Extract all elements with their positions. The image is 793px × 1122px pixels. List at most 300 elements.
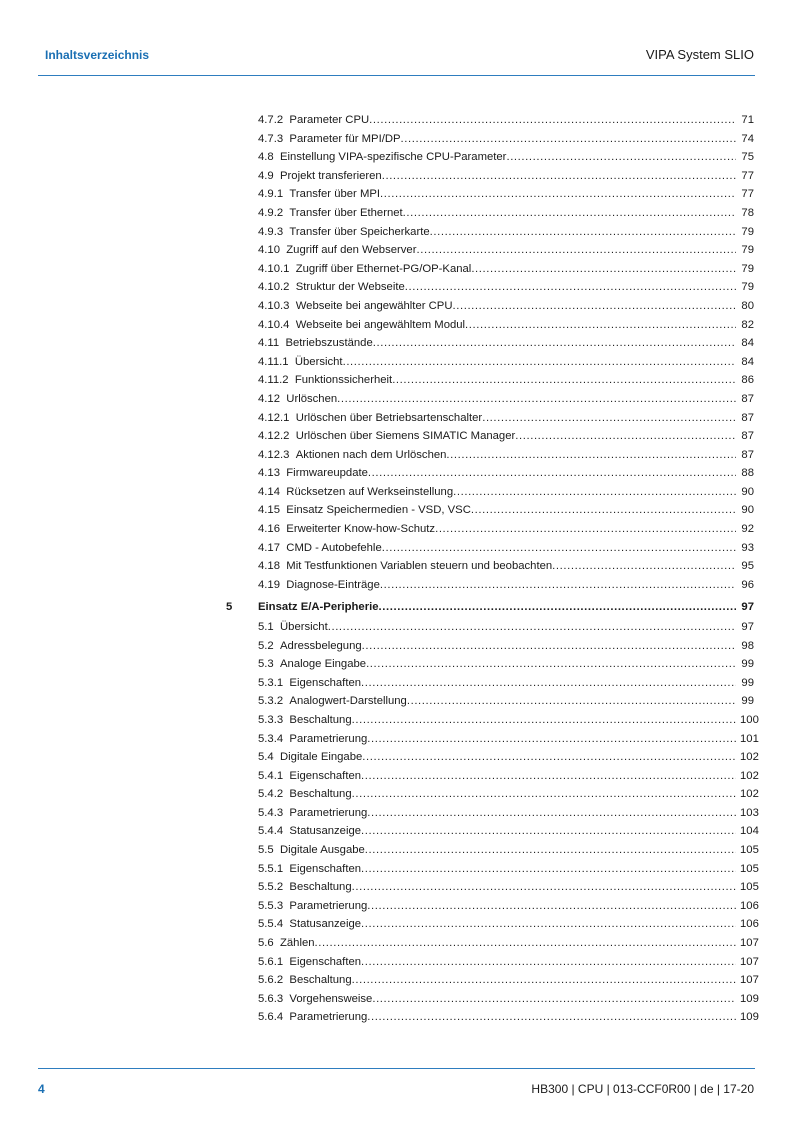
toc-entry-page: 71 xyxy=(741,114,754,126)
toc-entry-label xyxy=(258,804,367,823)
toc-entry-label xyxy=(258,655,366,674)
toc-entry-title: Mit Testfunktionen Variablen steuern und beobachten xyxy=(286,560,553,573)
toc-entry[interactable] xyxy=(258,915,759,934)
toc-entry-page: 79 xyxy=(741,225,754,238)
toc-entry-number: 4.19 xyxy=(258,578,280,591)
running-header-product: VIPA System SLIO xyxy=(645,47,754,62)
dot-leader xyxy=(446,446,736,465)
toc-entry[interactable] xyxy=(258,167,754,186)
toc-entry-title: Digitale Ausgabe xyxy=(280,844,365,857)
dot-leader xyxy=(315,934,736,953)
toc-entry[interactable] xyxy=(258,637,754,656)
toc-entry-number: 5.5.2 xyxy=(258,881,284,894)
toc-entry-title: Einsatz E/A-Peripherie xyxy=(258,601,379,614)
toc-entry-label xyxy=(258,501,471,520)
toc-entry-page: 107 xyxy=(740,937,759,950)
toc-entry[interactable] xyxy=(258,539,754,558)
toc-entry-page: 102 xyxy=(740,788,759,801)
toc-entry-page: 98 xyxy=(741,639,754,652)
toc-entry-page: 97 xyxy=(741,620,754,633)
toc-entry-label xyxy=(258,953,361,972)
toc-entry-title: Urlöschen über Siemens SIMATIC Manager xyxy=(295,430,516,443)
dot-leader xyxy=(337,390,736,409)
toc-entry-label xyxy=(258,260,471,279)
toc-entry-number: 5.3.1 xyxy=(258,676,284,689)
toc-entry-label xyxy=(258,598,379,618)
toc-entry-label xyxy=(258,241,416,260)
toc-entry[interactable] xyxy=(258,618,754,637)
toc-entry-page: 102 xyxy=(740,751,759,764)
toc-entry-number: 4.10.1 xyxy=(258,262,290,275)
toc-entry-label xyxy=(258,897,367,916)
toc-entry-label xyxy=(258,353,343,372)
toc-entry-number: 4.11.2 xyxy=(258,374,289,387)
dot-leader xyxy=(328,618,736,637)
toc-entry-page: 104 xyxy=(740,825,759,838)
toc-chapter-entry[interactable] xyxy=(226,598,754,618)
toc-entry[interactable] xyxy=(258,730,759,749)
toc-entry-title: Erweiterter Know-how-Schutz xyxy=(286,523,436,536)
toc-entry-title: Übersicht xyxy=(280,620,328,633)
toc-entry-title: Beschaltung xyxy=(289,788,352,801)
toc-entry-number: 4.10.4 xyxy=(258,318,290,331)
dot-leader xyxy=(352,878,736,897)
toc-entry-number: 5.5.3 xyxy=(258,899,284,912)
toc-entry-label xyxy=(258,167,382,186)
toc-entry-page: 90 xyxy=(741,504,754,517)
toc-entry-label xyxy=(258,860,361,879)
toc-entry-label xyxy=(258,111,369,130)
toc-entry[interactable] xyxy=(258,971,759,990)
toc-entry-title: Beschaltung xyxy=(289,713,352,726)
toc-entry-page: 109 xyxy=(740,992,759,1005)
toc-entry-label xyxy=(258,618,328,637)
toc-entry-title: Zählen xyxy=(280,937,315,950)
toc-entry-title: Übersicht xyxy=(294,355,343,368)
toc-entry-number: 5.5.4 xyxy=(258,918,284,931)
dot-leader xyxy=(403,204,736,223)
toc-entry-number: 5.4.3 xyxy=(258,806,284,819)
toc-entry-number: 4.9.1 xyxy=(258,188,284,201)
toc-entry-label xyxy=(258,427,515,446)
dot-leader xyxy=(361,860,736,879)
toc-entry-number: 4.8 xyxy=(258,151,274,164)
toc-entry-title: Einsatz Speichermedien - VSD, VSC xyxy=(286,504,471,517)
dot-leader xyxy=(392,371,736,390)
toc-entry-page: 82 xyxy=(741,318,754,331)
dot-leader xyxy=(471,501,736,520)
toc-entry-page: 95 xyxy=(741,560,754,573)
toc-entry-title: Transfer über MPI xyxy=(289,188,381,201)
toc-entry-page: 80 xyxy=(741,299,754,312)
toc-entry-label xyxy=(258,822,361,841)
toc-entry-number: 5.4.1 xyxy=(258,769,284,782)
toc-entry-page: 77 xyxy=(741,188,754,201)
toc-entry-number: 5.3.3 xyxy=(258,713,284,726)
toc-entry-label xyxy=(258,990,372,1009)
dot-leader xyxy=(372,990,736,1009)
toc-entry-number: 4.12 xyxy=(258,392,280,405)
dot-leader xyxy=(362,637,736,656)
toc-entry-page: 105 xyxy=(740,862,759,875)
toc-entry[interactable] xyxy=(258,520,754,539)
toc-entry-title: CMD - Autobefehle xyxy=(286,541,382,554)
dot-leader xyxy=(373,334,736,353)
toc-entry[interactable] xyxy=(258,204,754,223)
toc-entry-number: 4.9 xyxy=(258,169,274,182)
header-divider xyxy=(38,75,755,76)
dot-leader xyxy=(366,655,736,674)
toc-entry-label xyxy=(258,539,382,558)
dot-leader xyxy=(361,674,736,693)
dot-leader xyxy=(352,971,736,990)
toc-entry-label xyxy=(258,637,362,656)
toc-entry-number: 5.6.1 xyxy=(258,955,284,968)
dot-leader xyxy=(361,767,736,786)
toc-entry-page: 87 xyxy=(741,430,754,443)
toc-entry-page: 105 xyxy=(740,881,759,894)
toc-entry-title: Analogwert-Darstellung xyxy=(289,695,407,708)
toc-entry-label xyxy=(258,371,392,390)
dot-leader xyxy=(362,748,736,767)
dot-leader xyxy=(367,897,736,916)
toc-entry-title: Funktionssicherheit xyxy=(294,374,393,387)
toc-entry-title: Parameter für MPI/DP xyxy=(289,132,401,145)
toc-entry-number: 5.6 xyxy=(258,937,274,950)
toc-entry[interactable] xyxy=(258,897,759,916)
dot-leader xyxy=(407,692,736,711)
toc-entry[interactable] xyxy=(258,334,754,353)
dot-leader xyxy=(343,353,736,372)
dot-leader xyxy=(352,711,736,730)
toc-entry-page: 79 xyxy=(741,262,754,275)
toc-entry[interactable] xyxy=(258,148,754,167)
dot-leader xyxy=(380,576,736,595)
toc-entry-page: 109 xyxy=(740,1011,759,1024)
dot-leader xyxy=(368,464,736,483)
toc-entry-page: 74 xyxy=(741,132,754,145)
toc-entry-number: 4.18 xyxy=(258,560,280,573)
dot-leader xyxy=(401,130,736,149)
dot-leader xyxy=(435,520,736,539)
dot-leader xyxy=(367,804,736,823)
toc-entry-page: 90 xyxy=(741,485,754,498)
toc-entry-label xyxy=(258,730,367,749)
toc-entry-number: 4.9.2 xyxy=(258,206,284,219)
toc-entry-number: 5.3.2 xyxy=(258,695,284,708)
toc-entry-number: 4.16 xyxy=(258,523,280,536)
toc-entry[interactable] xyxy=(258,278,754,297)
dot-leader xyxy=(482,409,736,428)
toc-entry-number: 4.14 xyxy=(258,485,280,498)
toc-entry-number: 4.10 xyxy=(258,244,280,257)
toc-entry-number: 4.13 xyxy=(258,467,280,480)
toc-entry-number: 4.11 xyxy=(258,337,280,350)
dot-leader xyxy=(379,598,736,618)
toc-entry-number: 4.11.1 xyxy=(258,355,289,368)
dot-leader xyxy=(405,278,736,297)
dot-leader xyxy=(453,483,736,502)
toc-entry-title: Eigenschaften xyxy=(289,676,362,689)
toc-entry[interactable] xyxy=(258,576,754,595)
toc-entry-title: Urlöschen xyxy=(286,392,338,405)
dot-leader xyxy=(369,111,736,130)
toc-entry[interactable] xyxy=(258,878,759,897)
dot-leader xyxy=(452,297,736,316)
toc-entry-number: 5.4.4 xyxy=(258,825,284,838)
toc-entry-title: Eigenschaften xyxy=(289,769,362,782)
toc-entry-title: Rücksetzen auf Werkseinstellung xyxy=(286,485,454,498)
toc-entry-page: 78 xyxy=(741,206,754,219)
dot-leader xyxy=(416,241,736,260)
toc-entry-title: Vorgehensweise xyxy=(289,992,373,1005)
toc-entry-title: Projekt transferieren xyxy=(280,169,382,182)
toc-entry-title: Parametrierung xyxy=(289,806,368,819)
dot-leader xyxy=(382,539,736,558)
toc-entry-title: Aktionen nach dem Urlöschen xyxy=(295,448,447,461)
toc-entry-page: 87 xyxy=(741,411,754,424)
toc-entry-number: 5.4.2 xyxy=(258,788,284,801)
toc-entry-number: 5.4 xyxy=(258,751,274,764)
toc-entry-page: 79 xyxy=(741,281,754,294)
toc-entry-page: 102 xyxy=(740,769,759,782)
toc-entry[interactable] xyxy=(258,692,754,711)
toc-entry-number: 4.15 xyxy=(258,504,280,517)
toc-entry-label xyxy=(258,971,352,990)
toc-entry-number: 4.12.2 xyxy=(258,430,290,443)
toc-entry-page: 103 xyxy=(740,806,759,819)
toc-entry-page: 88 xyxy=(741,467,754,480)
toc-entry-title: Eigenschaften xyxy=(289,955,362,968)
toc-entry[interactable] xyxy=(258,804,759,823)
toc-entry-number: 4.10.3 xyxy=(258,299,290,312)
toc-entry-label xyxy=(258,520,435,539)
toc-entry-number: 4.9.3 xyxy=(258,225,284,238)
toc-entry-label xyxy=(258,204,403,223)
toc-entry-page: 75 xyxy=(741,151,754,164)
toc-entry-label xyxy=(258,483,453,502)
toc-entry[interactable] xyxy=(258,822,759,841)
toc-entry[interactable] xyxy=(258,501,754,520)
toc-entry[interactable] xyxy=(258,427,754,446)
dot-leader xyxy=(365,841,736,860)
toc-entry-title: Parametrierung xyxy=(289,899,368,912)
toc-entry-label xyxy=(258,711,352,730)
toc-entry-number: 5.2 xyxy=(258,639,274,652)
toc-chapter-number: 5 xyxy=(226,601,233,614)
toc-entry-title: Betriebszustände xyxy=(285,337,373,350)
dot-leader xyxy=(361,822,736,841)
document-reference: HB300 | CPU | 013-CCF0R00 | de | 17-20 xyxy=(531,1082,754,1096)
toc-entry[interactable] xyxy=(258,316,754,335)
toc-entry-label xyxy=(258,1008,367,1027)
toc-entry-title: Webseite bei angewähltem Modul xyxy=(295,318,466,331)
toc-entry-title: Urlöschen über Betriebsartenschalter xyxy=(295,411,483,424)
toc-entry-page: 79 xyxy=(741,244,754,257)
toc-entry[interactable] xyxy=(258,241,754,260)
toc-entry-title: Diagnose-Einträge xyxy=(286,578,380,591)
toc-entry-title: Statusanzeige xyxy=(289,918,362,931)
toc-entry[interactable] xyxy=(258,371,754,390)
dot-leader xyxy=(367,730,736,749)
toc-entry-page: 99 xyxy=(741,695,754,708)
toc-entry-label xyxy=(258,297,452,316)
dot-leader xyxy=(471,260,736,279)
running-header-section: Inhaltsverzeichnis xyxy=(45,48,150,62)
toc-entry-label xyxy=(258,841,365,860)
toc-entry-title: Transfer über Speicherkarte xyxy=(289,225,430,238)
table-of-contents xyxy=(0,111,793,1027)
toc-entry-label xyxy=(258,278,405,297)
toc-entry-number: 5.6.2 xyxy=(258,974,284,987)
toc-entry-title: Digitale Eingabe xyxy=(280,751,363,764)
toc-entry[interactable] xyxy=(258,767,759,786)
toc-entry-number: 5.3.4 xyxy=(258,732,284,745)
toc-entry-title: Struktur der Webseite xyxy=(295,281,405,294)
toc-entry[interactable] xyxy=(258,483,754,502)
toc-entry[interactable] xyxy=(258,953,759,972)
toc-entry-title: Analoge Eingabe xyxy=(280,658,367,671)
toc-entry-title: Beschaltung xyxy=(289,881,352,894)
dot-leader xyxy=(382,167,736,186)
toc-entry-title: Parametrierung xyxy=(289,1011,368,1024)
toc-entry-page: 106 xyxy=(740,918,759,931)
toc-entry-title: Eigenschaften xyxy=(289,862,362,875)
toc-entry-page: 99 xyxy=(741,676,754,689)
toc-entry-page: 84 xyxy=(741,355,754,368)
toc-entry-title: Transfer über Ethernet xyxy=(289,206,403,219)
toc-entry-page: 92 xyxy=(741,523,754,536)
toc-entry-number: 5.6.4 xyxy=(258,1011,284,1024)
toc-entry-label xyxy=(258,316,465,335)
toc-entry[interactable] xyxy=(258,185,754,204)
dot-leader xyxy=(515,427,736,446)
toc-entry[interactable] xyxy=(258,130,754,149)
toc-entry[interactable] xyxy=(258,446,754,465)
toc-entry-page: 87 xyxy=(741,448,754,461)
toc-entry-number: 4.7.2 xyxy=(258,114,284,126)
toc-entry-label xyxy=(258,785,352,804)
toc-entry-number: 5.1 xyxy=(258,620,274,633)
toc-entry[interactable] xyxy=(258,223,754,242)
toc-entry[interactable] xyxy=(258,934,759,953)
toc-entry-label xyxy=(258,692,407,711)
toc-entry[interactable] xyxy=(258,111,754,130)
toc-entry-page: 84 xyxy=(741,337,754,350)
toc-entry-number: 4.12.3 xyxy=(258,448,290,461)
dot-leader xyxy=(506,148,736,167)
toc-entry-label xyxy=(258,334,373,353)
toc-entry-label xyxy=(258,674,361,693)
toc-entry-page: 100 xyxy=(740,713,759,726)
toc-entry-label xyxy=(258,185,380,204)
dot-leader xyxy=(361,915,736,934)
toc-entry-title: Parameter CPU xyxy=(289,114,370,126)
toc-entry-number: 5.6.3 xyxy=(258,992,284,1005)
toc-entry-number: 4.10.2 xyxy=(258,281,290,294)
toc-entry-label xyxy=(258,446,446,465)
dot-leader xyxy=(430,223,736,242)
dot-leader xyxy=(352,785,736,804)
toc-entry-title: Einstellung VIPA-spezifische CPU-Parameter xyxy=(280,151,507,164)
toc-entry-label xyxy=(258,576,380,595)
toc-entry[interactable] xyxy=(258,557,754,576)
page-number: 4 xyxy=(38,1082,45,1096)
toc-entry[interactable] xyxy=(258,711,759,730)
toc-entry[interactable] xyxy=(258,297,754,316)
toc-entry[interactable] xyxy=(258,785,759,804)
toc-entry[interactable] xyxy=(258,860,759,879)
toc-entry[interactable] xyxy=(258,409,754,428)
toc-entry-number: 4.17 xyxy=(258,541,280,554)
toc-entry-page: 77 xyxy=(741,169,754,182)
toc-entry-label xyxy=(258,223,430,242)
toc-entry[interactable] xyxy=(258,655,754,674)
toc-entry-label xyxy=(258,464,368,483)
toc-entry-number: 5.5.1 xyxy=(258,862,284,875)
toc-entry-label xyxy=(258,915,361,934)
toc-entry-number: 5.3 xyxy=(258,658,274,671)
toc-entry[interactable] xyxy=(258,390,754,409)
toc-entry-page: 105 xyxy=(740,844,759,857)
toc-entry[interactable] xyxy=(258,841,759,860)
toc-entry-page: 86 xyxy=(741,374,754,387)
toc-entry-number: 5.5 xyxy=(258,844,274,857)
toc-entry-page: 93 xyxy=(741,541,754,554)
dot-leader xyxy=(552,557,736,576)
toc-entry-label xyxy=(258,748,362,767)
toc-entry[interactable] xyxy=(258,748,759,767)
toc-entry-page: 106 xyxy=(740,899,759,912)
toc-entry-page: 107 xyxy=(740,974,759,987)
toc-entry[interactable] xyxy=(258,990,759,1009)
toc-entry[interactable] xyxy=(258,260,754,279)
toc-entry[interactable] xyxy=(258,674,754,693)
dot-leader xyxy=(367,1008,736,1027)
toc-entry-title: Firmwareupdate xyxy=(286,467,368,480)
toc-entry-page: 99 xyxy=(741,658,754,671)
toc-entry-page: 97 xyxy=(741,601,754,614)
toc-entry-label xyxy=(258,934,315,953)
toc-entry-label xyxy=(258,557,552,576)
toc-entry[interactable] xyxy=(258,464,754,483)
toc-entry[interactable] xyxy=(258,353,754,372)
dot-leader xyxy=(361,953,736,972)
toc-entry-title: Adressbelegung xyxy=(280,639,362,652)
toc-entry-title: Statusanzeige xyxy=(289,825,362,838)
toc-entry-title: Webseite bei angewählter CPU xyxy=(295,299,453,312)
toc-entry-label xyxy=(258,767,361,786)
toc-entry-title: Beschaltung xyxy=(289,974,352,987)
toc-entry-page: 101 xyxy=(740,732,759,745)
toc-entry-label xyxy=(258,130,401,149)
toc-entry-title: Parametrierung xyxy=(289,732,368,745)
toc-entry-title: Zugriff über Ethernet-PG/OP-Kanal xyxy=(295,262,472,275)
toc-entry[interactable] xyxy=(258,1008,759,1027)
toc-entry-page: 87 xyxy=(741,392,754,405)
dot-leader xyxy=(465,316,736,335)
footer-divider xyxy=(38,1068,755,1069)
toc-entry-label xyxy=(258,148,506,167)
toc-entry-number: 4.12.1 xyxy=(258,411,290,424)
toc-entry-label xyxy=(258,878,352,897)
toc-entry-page: 96 xyxy=(741,578,754,591)
toc-entry-label xyxy=(258,409,482,428)
toc-entry-label xyxy=(258,390,337,409)
toc-entry-page: 107 xyxy=(740,955,759,968)
dot-leader xyxy=(380,185,736,204)
toc-entry-number: 4.7.3 xyxy=(258,132,284,145)
